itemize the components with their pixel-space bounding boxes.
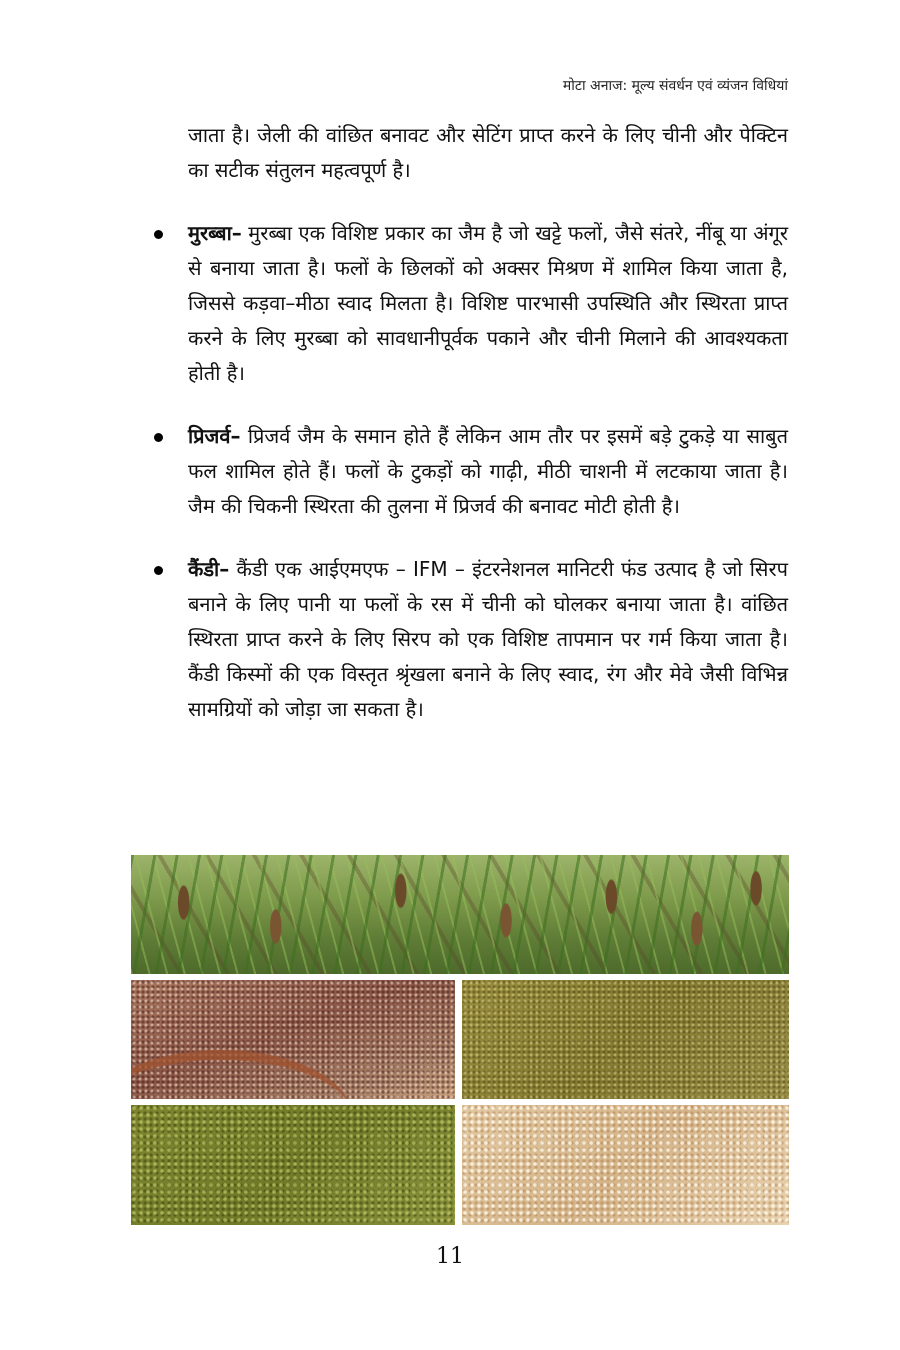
bullet-text: कैंडी एक आईएमएफ – IFM – इंटरनेशनल मानिटरी फंड उत्पाद है जो सिरप बनाने के लिए पानी या फलों के रस में चीनी को घोलकर बनाया जाता है। वांछित स्थिरता प्राप्त करने के लिए सिरप को एक विशिष्ट तापमान पर गर्म किया जाता है। कैंडी किस्मों की एक विस्तृत श्रृंखला बनाने के लिए स्वाद, रंग और मेवे जैसी विभिन्न सामग्रियों को जोड़ा जा सकता है। [188, 557, 788, 721]
bullet-text: मुरब्बा एक विशिष्ट प्रकार का जैम है जो खट्टे फलों, जैसे संतरे, नींबू या अंगूर से बनाया जाता है। फलों के छिलकों को अक्सर मिश्रण में शामिल किया जाता है, जिससे कड़वा–मीठा स्वाद मिलता है। विशिष्ट पारभासी उपस्थिति और स्थिरता प्राप्त करने के लिए मुरब्बा को सावधानीपूर्वक पकाने और चीनी मिलाने की आवश्यकता होती है। [188, 221, 788, 385]
green-millet-grains-photo [131, 1105, 455, 1225]
intro-paragraph: जाता है। जेली की वांछित बनावट और सेटिंग प्राप्त करने के लिए चीनी और पेक्टिन का सटीक संतुलन महत्वपूर्ण है। [188, 123, 788, 182]
bullet-paragraph [188, 552, 788, 727]
red-millet-grains-photo [131, 980, 455, 1099]
bullet-paragraph [188, 419, 788, 524]
olive-millet-grains-photo [462, 980, 789, 1099]
running-header: मोटा अनाज: मूल्य संवर्धन एवं व्यंजन विधियां [562, 78, 788, 94]
millet-photo-collage [131, 855, 789, 1225]
bullet-term: प्रिजर्व– [188, 424, 241, 448]
bullet-icon [154, 230, 163, 239]
page-number: 11 [436, 1244, 464, 1269]
millet-field-photo [131, 855, 789, 974]
bullet-icon [154, 433, 163, 442]
bullet-item-murabba [188, 216, 788, 391]
cream-millet-grains-photo [462, 1105, 789, 1225]
bullet-icon [154, 566, 163, 575]
bowl-rim [131, 1050, 351, 1099]
millet-heads [131, 855, 789, 974]
bullet-text: प्रिजर्व जैम के समान होते हैं लेकिन आम तौर पर इसमें बड़े टुकड़े या साबुत फल शामिल होते हैं। फलों के टुकड़ों को गाढ़ी, मीठी चाशनी में लटकाया जाता है। जैम की चिकनी स्थिरता की तुलना में प्रिजर्व की बनावट मोटी होती है। [188, 424, 788, 518]
bullet-item-candy [188, 552, 788, 727]
bullet-term: मुरब्बा– [188, 221, 242, 245]
page-body [188, 118, 788, 755]
bullet-item-preserve [188, 419, 788, 524]
bullet-term: कैंडी– [188, 557, 230, 581]
bullet-paragraph [188, 216, 788, 391]
